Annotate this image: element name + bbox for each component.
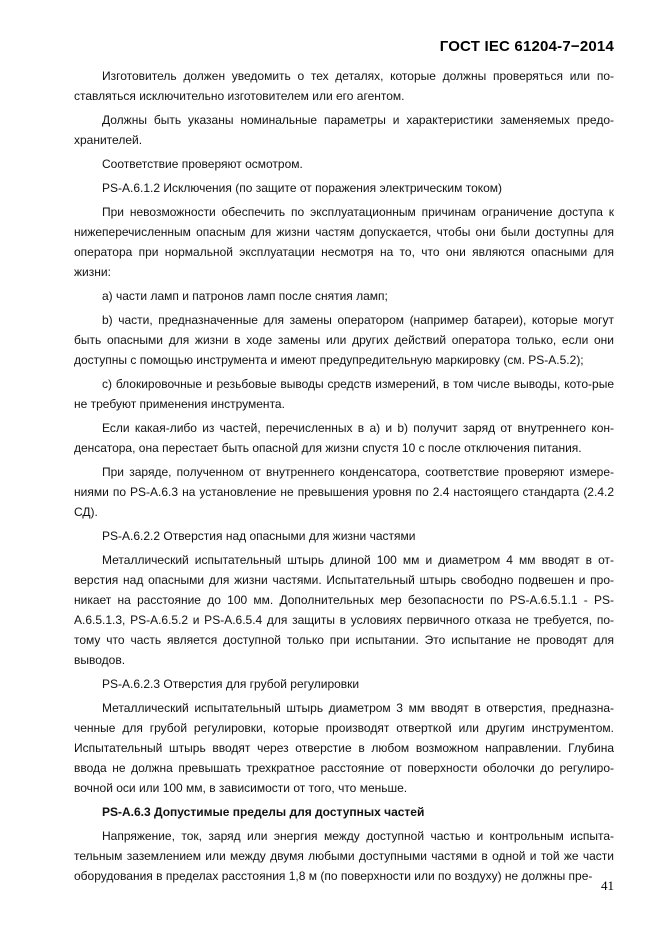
subsection-heading: PS-A.6.2.3 Отверстия для грубой регулировки (102, 677, 360, 691)
page-number: 41 (601, 878, 614, 893)
subsection-heading: PS-A.6.1.2 Исключения (по защите от поражения электрическим током) (102, 181, 503, 195)
list-item: а) части ламп и патронов ламп после снятия ламп; (102, 289, 388, 303)
paragraph: При невозможности обеспечить по эксплуатационным причинам ограничение доступа к нижеперечисленным опасным для жизни частям допускается, чтобы они были доступны для оператора при нормальной эксплуатации несмотря на то, что они являются опасными для жизни: (74, 205, 614, 279)
paragraph: При заряде, полученном от внутреннего конденсатора, соответствие проверяют измере-ниями по PS-A.6.3 на установление не превышения уровня по 2.4 настоящего стандарта (2.4.2 СД). (74, 465, 614, 519)
document-body (74, 66, 614, 890)
paragraph: Должны быть указаны номинальные параметры и характеристики заменяемых предо-хранителей. (74, 113, 614, 147)
list-item: b) части, предназначенные для замены оператором (например батареи), которые могут быть опасными для жизни в ходе замены или других действий оператора только, если они доступны с помощью инструмента и имеют предупредительную маркировку (см. PS-A.5.2); (74, 313, 614, 367)
list-item: c) блокировочные и резьбовые выводы средств измерений, в том числе выводы, кото-рые не требуют применения инструмента. (74, 377, 614, 411)
section-heading: PS-A.6.3 Допустимые пределы для доступных частей (102, 805, 425, 819)
subsection-heading: PS-A.6.2.2 Отверстия над опасными для жизни частями (102, 529, 416, 543)
paragraph: Напряжение, ток, заряд или энергия между доступной частью и контрольным испыта-тельным заземлением или между двумя любыми доступными частями в одной и той же части оборудования в пределах расстояния 1,8 м (по поверхности или по воздуху) не должны пре- (74, 829, 614, 883)
document-header: ГОСТ IEC 61204-7−2014 (439, 38, 614, 55)
paragraph: Изготовитель должен уведомить о тех деталях, которые должны проверяться или по-ставляться исключительно изготовителем или его агентом. (74, 69, 614, 103)
paragraph: Если какая-либо из частей, перечисленных в а) и b) получит заряд от внутреннего кон-денсатора, она перестает быть опасной для жизни спустя 10 с после отключения питания. (74, 421, 614, 455)
paragraph: Соответствие проверяют осмотром. (102, 157, 303, 171)
paragraph: Металлический испытательный штырь длиной 100 мм и диаметром 4 мм вводят в от-верстия над опасными для жизни частями. Испытательный штырь свободно подвешен и про-никает на расстояние до 100 мм. Дополнительных мер безопасности по PS-A.6.5.1.1 - PS-A.6.5.1.3, PS-A.6.5.2 и PS-A.6.5.4 для защиты в условиях первичного отказа не требуется, по-тому что часть является доступной только при испытании. Это испытание не проводят для выводов. (74, 553, 614, 667)
paragraph: Металлический испытательный штырь диаметром 3 мм вводят в отверстия, предназна-ченные для грубой регулировки, которые производят отверткой или другим инструментом. Испытательный штырь вводят через отверстие в любом возможном направлении. Глубина ввода не должна превышать трехкратное расстояние от поверхности оболочки до регулиро-вочной оси или 100 мм, в зависимости от того, что меньше. (74, 701, 614, 795)
